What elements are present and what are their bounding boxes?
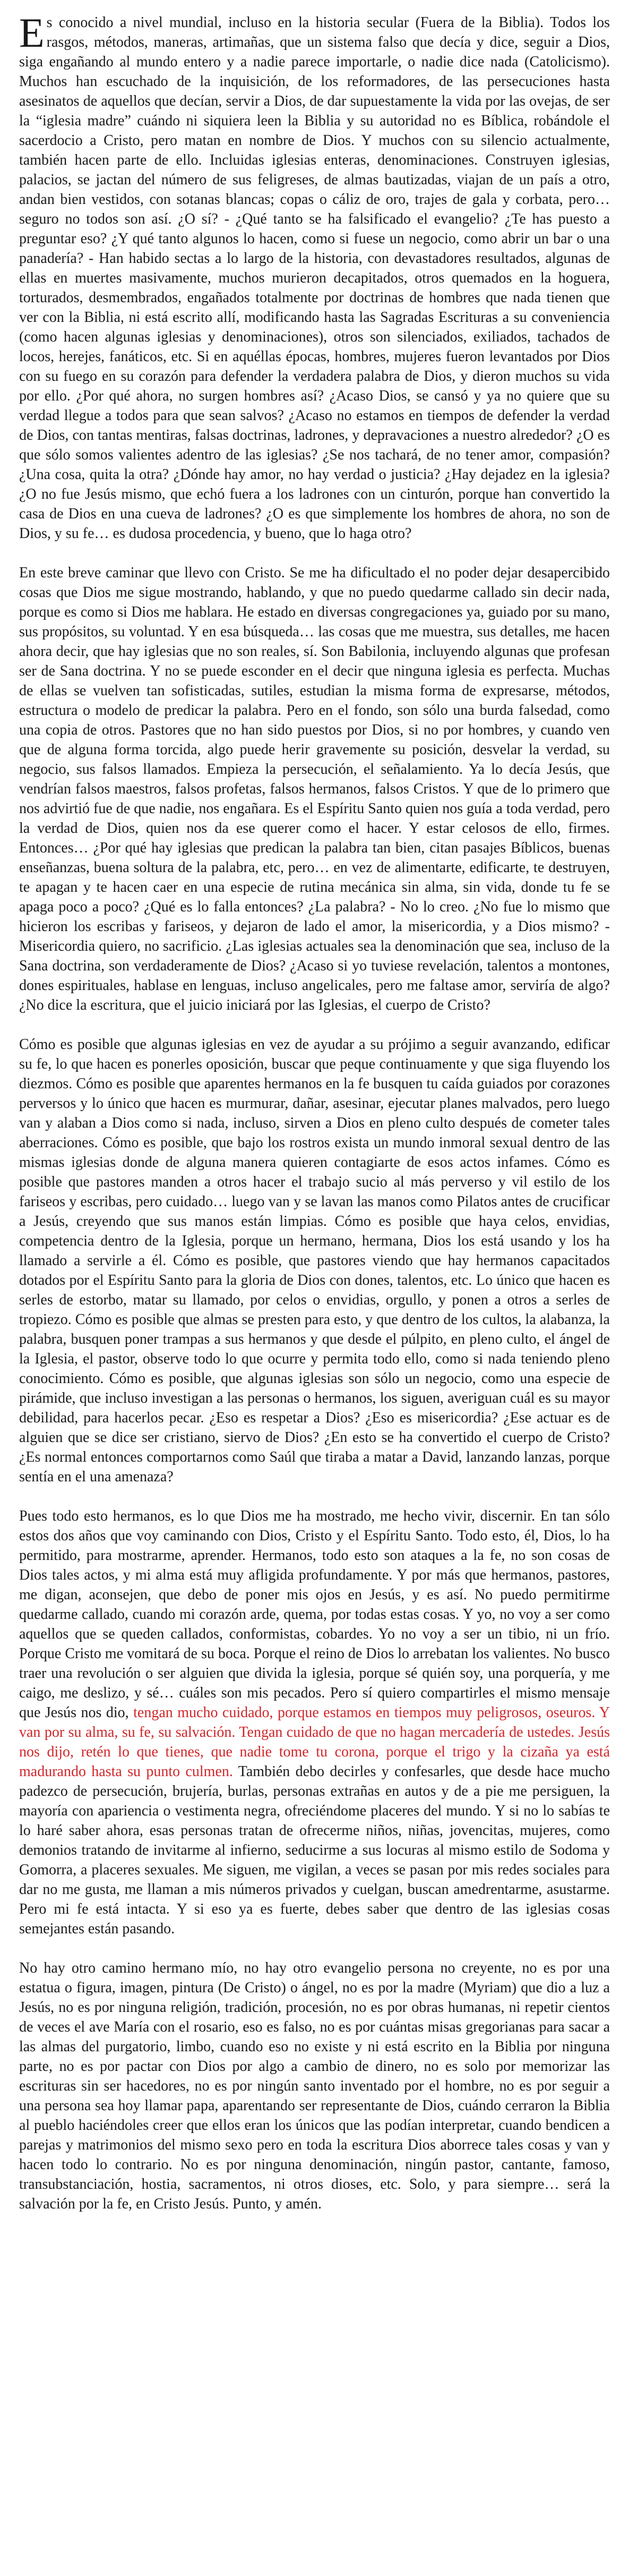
paragraph-2-text: En este breve caminar que llevo con Cristo. Se me ha dificultado el no poder dejar desapercibido cosas que Dios me sigue mostrando, hablando, y que no puedo quedarme callado sin decir nada, porque es como si Dios me hablara. He estado en diversas congregaciones ya, guiado por su mano, sus propósitos, su voluntad. Y en esa búsqueda… las cosas que me muestra, sus detalles, me hacen ahora decir, que hay iglesias que no son reales, sí. Son Babilonia, incluyendo algunas que profesan ser de Sana doctrina. Y no se puede esconder en el decir que ninguna iglesia es perfecta. Muchas de ellas se vuelven tan sofisticadas, sutiles, estudian la misma forma de expresarse, métodos, estructura o modelo de predicar la palabra. Pero en el fondo, son sólo una burda falsedad, como una copia de otros. Pastores que no han sido puestos por Dios, si no por hombres, y cuando ven que de alguna forma torcida, algo puede herir gravemente su posición, desvelar la verdad, su negocio, sus falsos llamados. Empieza la persecución, el señalamiento. Ya lo decía Jesús, que vendrían falsos maestros, falsos profetas, falsos hermanos, falsos Cristos. Y que de lo primero que nos advirtió fue de que nadie, nos engañara. Es el Espíritu Santo quien nos guía a toda verdad, pero la verdad de Dios, quien nos da ese querer como el hacer. Y estar celosos de ello, firmes. Entonces… ¿Por qué hay iglesias que predican la palabra tan bien, citan pasajes Bíblicos, buenas enseñanzas, buena soltura de la palabra, etc, pero… en vez de alimentarte, edificarte, te destruyen, te apagan y te hacen caer en una especie de rutina mecánica sin alma, sin vida, donde tu fe se apaga poco a poco? ¿Qué es lo falla entonces? ¿La palabra? - No lo creo. ¿No fue lo mismo que hicieron los escribas y fariseos, y dejaron de lado el amor, la misericordia, y a Dios mismo? - Misericordia quiero, no sacrificio. ¿Las iglesias actuales sea la denominación que sea, incluso de la Sana doctrina, son verdaderamente de Dios? ¿Acaso si yo tuviese revelación, talentos a montones, dones espirituales, hablase en lenguas, incluso angelicales, pero me faltase amor, serviría de algo? ¿No dice la escritura, que el juicio iniciará por las Iglesias, el cuerpo de Cristo? <box>19 565 610 1013</box>
paragraph-5 <box>19 1958 610 2214</box>
paragraph-5-text: No hay otro camino hermano mío, no hay otro evangelio persona no creyente, no es por una estatua o figura, imagen, pintura (De Cristo) o ángel, no es por la madre (Myriam) que dio a luz a Jesús, no es por ninguna religión, tradición, procesión, no es por obras humanas, ni repetir cientos de veces el ave María con el rosario, eso es falso, no es por cuántas misas gregorianas para sacar a las almas del purgatorio, limbo, cuando eso no existe y ni está escrito en la Biblia por ninguna parte, no es por pactar con Dios por algo a cambio de dinero, no es solo por memorizar las escrituras sin ser hacedores, no es por ningún santo inventado por el hombre, no es por seguir a una persona sea hoy llamar papa, aparentando ser representante de Dios, cuándo cerraron la Biblia al pueblo haciéndoles creer que ellos eran los únicos que las podían interpretar, cuando bendicen a parejas y matrimonios del mismo sexo pero en toda la escritura Dios aborrece tales cosas y van y hacen todo lo contrario. No es por ninguna denominación, ningún pastor, cantante, famoso, transubstanciación, hostia, sacramentos, ni otros dioses, etc. Solo, y para siempre… será la salvación por la fe, en Cristo Jesús. Punto, y amén. <box>19 1960 610 2212</box>
paragraph-4-text-end: También debo decirles y confesarles, que desde hace mucho padezco de persecución, brujería, burlas, personas extrañas en autos y de a pie me persiguen, la mayoría con apariencia o vestimenta negra, ofreciéndome placeres del mundo. Y si no lo sabías te lo haré saber ahora, esas personas tratan de ofrecerme niños, niñas, jovencitas, mujeres, como demonios tratando de invitarme al infierno, seducirme a sus locuras al mismo estilo de Sodoma y Gomorra, a placeres sexuales. Me siguen, me vigilan, a veces se pasan por mis redes sociales para dar no me gusta, me llaman a mis números privados y cuelgan, buscan amedrentarme, asustarme. Pero mi fe está intacta. Y si eso ya es fuerte, debes saber que dentro de las iglesias cosas semejantes están pasando. <box>19 1763 610 1937</box>
paragraph-3-text: Cómo es posible que algunas iglesias en vez de ayudar a su prójimo a seguir avanzando, edificar su fe, lo que hacen es ponerles oposición, buscar que peque continuamente y que siga fluyendo los diezmos. Cómo es posible que aparentes hermanos en la fe busquen tu caída guiados por corazones perversos y lo único que hacen es murmurar, dañar, asesinar, ejecutar planes malvados, pero luego van y alaban a Dios como si nada, incluso, sirven a Dios en pleno culto después de cometer tales aberraciones. Cómo es posible, que bajo los rostros exista un mundo inmoral sexual dentro de las mismas iglesias donde de alguna manera quieren contagiarte de esos actos infames. Cómo es posible que pastores manden a otros hacer el trabajo sucio al más perverso y vil estilo de los fariseos y escribas, pero cuidado… luego van y se lavan las manos como Pilatos antes de crucificar a Jesús, creyendo que sus manos están limpias. Cómo es posible que haya celos, envidias, competencia dentro de la Iglesia, porque un hermano, hermana, Dios los está usando y los ha llamado a servirle a él. Cómo es posible, que pastores viendo que hay hermanos capacitados dotados por el Espíritu Santo para la gloria de Dios con dones, talentos, etc. Lo único que hacen es serles de estorbo, matar su llamado, por celos o envidias, orgullo, y ponen a otros a serles de tropiezo. Cómo es posible que almas se presten para esto, y que dentro de los cultos, la alabanza, la palabra, busquen poner trampas a sus hermanos y que desde el púlpito, en pleno culto, el ángel de la Iglesia, el pastor, observe todo lo que ocurre y permita todo ello, como si nada teniendo pleno conocimiento. Cómo es posible, que algunas iglesias son sólo un negocio, como una especie de pirámide, que incluso investigan a las personas o hermanos, los siguen, averiguan cuál es su mayor debilidad, para hacerlos pecar. ¿Eso es respetar a Dios? ¿Eso es misericordia? ¿Ese actuar es de alguien que se dice ser cristiano, siervo de Dios? ¿En esto se ha convertido el cuerpo de Cristo? ¿Es normal entonces comportarnos como Saúl que tiraba a matar a David, lanzando lanzas, porque sentía en el una amenaza? <box>19 1036 610 1485</box>
paragraph-4-highlighted-warning: tengan mucho cuidado, porque estamos en tiempos muy peligrosos, oseuros. Y van por su alma, su fe, su salvación. Tengan cuidado de que no hagan mercadería de ustedes. Jesús nos dijo, retén lo que tienes, que nadie tome tu corona, porque el trigo y la cizaña ya está madurando hasta su punto culmen. <box>19 1704 610 1780</box>
paragraph-4 <box>19 1506 610 1939</box>
paragraph-1 <box>19 10 610 543</box>
paragraph-4-text-start: Pues todo esto hermanos, es lo que Dios me ha mostrado, me hecho vivir, discernir. En tan sólo estos dos años que voy caminando con Dios, Cristo y el Espíritu Santo. Todo esto, él, Dios, lo ha permitido, para mostrarme, aprender. Hermanos, todo esto son ataques a la fe, no son cosas de Dios tales actos, y mi alma está muy afligida profundamente. Y por más que hermanos, pastores, me digan, aconsejen, que debo de poner mis ojos en Jesús, y es así. No puedo permitirme quedarme callado, cuando mi corazón arde, quema, por todas estas cosas. Y yo, no voy a ser como aquellos que se queden callados, conformistas, cobardes. Yo no voy a ser un tibio, ni un frío. Porque Cristo me vomitará de su boca. Porque el reino de Dios lo arrebatan los valientes. No busco traer una revolución o ser alguien que divida la iglesia, porque sé quién soy, una porquería, y me caigo, me deslizo, y sé… cuáles son mis pecados. Pero sí quiero compartirles el mismo mensaje que Jesús nos dio, <box>19 1508 610 1721</box>
paragraph-1-text: Es conocido a nivel mundial, incluso en la historia secular (Fuera de la Biblia). Todos los rasgos, métodos, maneras, artimañas, que un sistema falso que decía y dice, seguir a Dios, siga engañando al mundo entero y a nadie parece importarle, o nadie dice nada (Catolicismo). Muchos han escuchado de la inquisición, de los reformadores, de las persecuciones hasta asesinatos de aquellos que decían, servir a Dios, de dar supuestamente la vida por las ovejas, de ser la “iglesia madre” cuándo ni siquiera leen la Biblia y su autoridad no es Bíblica, robándole el sacerdocio a Cristo, pero matan en nombre de Dios. Y muchos con su silencio actualmente, también hacen parte de ello. Incluidas iglesias enteras, denominaciones. Construyen iglesias, palacios, se jactan del número de sus feligreses, de almas bautizadas, viajan de un país a otro, andan bien vestidos, con sotanas blancas; copas o cáliz de oro, trajes de gala y corbata, pero… seguro no todos son así. ¿O sí? - ¿Qué tanto se ha falsificado el evangelio? ¿Te has puesto a preguntar eso? ¿Y qué tanto algunos lo hacen, como si fuese un negocio, como abrir un bar o una panadería? - Han habido sectas a lo largo de la historia, con devastadores resultados, algunas de ellas en muertes masivamente, muchos murieron decapitados, otros quemados en la hoguera, torturados, desmembrados, engañados totalmente por doctrinas de hombres que nada tienen que ver con la Biblia, ni está escrito allí, modificando hasta las Sagradas Escrituras a su conveniencia (como hacen algunas iglesias y denominaciones), otros son silenciados, exiliados, tachados de locos, herejes, fanáticos, etc. Si en aquéllas épocas, hombres, mujeres fueron levantados por Dios con su fuego en su corazón para defender la verdadera palabra de Dios, y dieron muchos su vida por ello. ¿Por qué ahora, no surgen hombres así? ¿Acaso Dios, se cansó y ya no quiere que su verdad llegue a todos para que sean salvos? ¿Acaso no estamos en tiempos de defender la verdad de Dios, con tantas mentiras, falsas doctrinas, ladrones, y depravaciones a nuestro alrededor? ¿O es que sólo somos valientes adentro de las iglesias? ¿Se nos tachará, de no tener amor, compasión? ¿Una cosa, quita la otra? ¿Dónde hay amor, no hay verdad o justicia? ¿Hay dejadez en la iglesia? ¿O no fue Jesús mismo, que echó fuera a los ladrones con un cinturón, porque han convertido la casa de Dios en una cueva de ladrones? ¿O es que simplemente los hombres de ahora, no son de Dios, y su fe… es dudosa procedencia, y bueno, que lo haga otro? <box>19 10 610 542</box>
paragraph-2 <box>19 563 610 1015</box>
paragraph-3 <box>19 1035 610 1487</box>
